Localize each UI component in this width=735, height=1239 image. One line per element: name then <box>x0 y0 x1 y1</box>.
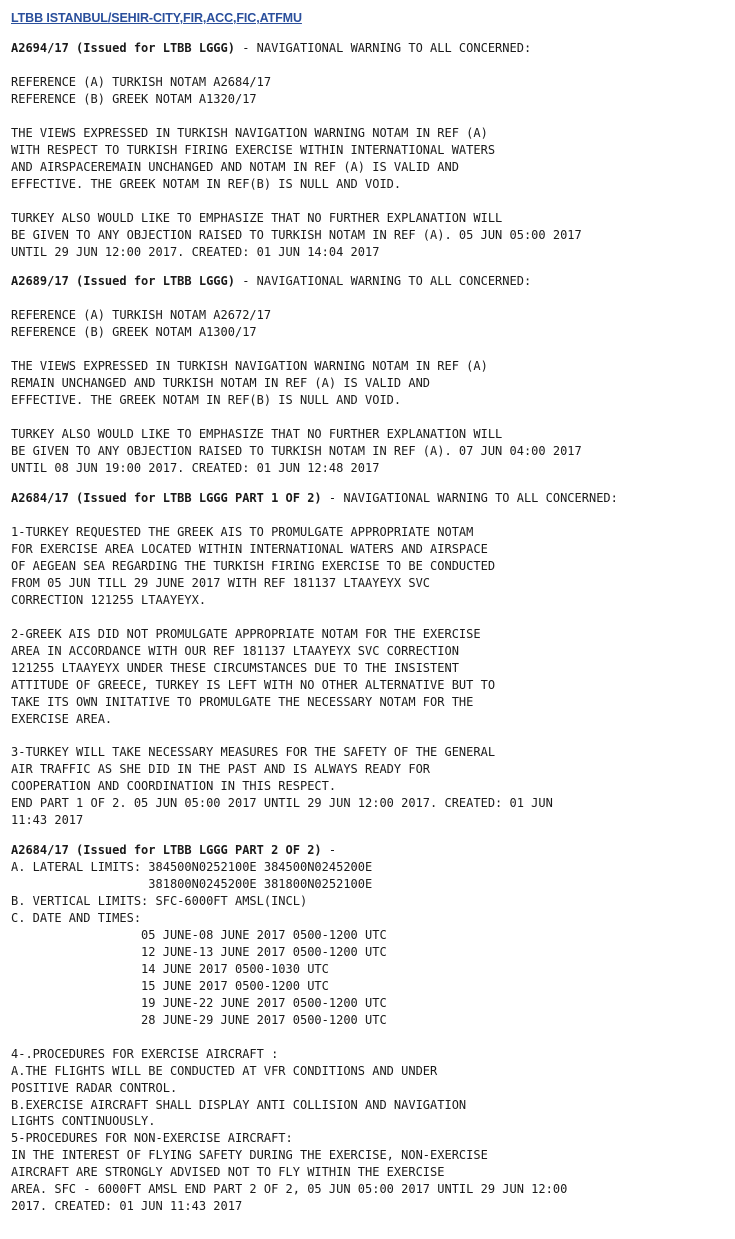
notam-title <box>11 40 735 57</box>
notam-entry-a2689 <box>11 273 735 477</box>
notam-title <box>11 842 735 859</box>
notam-entry-a2684-part2 <box>11 842 735 1215</box>
fir-header-link[interactable]: LTBB ISTANBUL/SEHIR-CITY,FIR,ACC,FIC,ATFMU <box>11 11 302 25</box>
notam-body: REFERENCE (A) TURKISH NOTAM A2684/17 REFERENCE (B) GREEK NOTAM A1320/17 THE VIEWS EXPRESSED IN TURKISH NAVIGATION WARNING NOTAM IN REF (A) WITH RESPECT TO TURKISH FIRING EXERCISE WITHIN INTERNATIONAL WATERS AND AIRSPACEREMAIN UNCHANGED AND NOTAM IN REF (A) IS VALID AND EFFECTIVE. THE GREEK NOTAM IN REF(B) IS NULL AND VOID. TURKEY ALSO WOULD LIKE TO EMPHASIZE THAT NO FURTHER EXPLANATION WILL BE GIVEN TO ANY OBJECTION RAISED TO TURKISH NOTAM IN REF (A). 05 JUN 05:00 2017 UNTIL 29 JUN 12:00 2017. CREATED: 01 JUN 14:04 2017 <box>11 75 582 259</box>
notam-subject: - <box>321 843 337 858</box>
notam-subject: - NAVIGATIONAL WARNING TO ALL CONCERNED: <box>321 491 618 506</box>
notam-entry-a2694 <box>11 40 735 260</box>
notam-subject: - NAVIGATIONAL WARNING TO ALL CONCERNED: <box>234 41 532 55</box>
notam-body: 1-TURKEY REQUESTED THE GREEK AIS TO PROMULGATE APPROPRIATE NOTAM FOR EXERCISE AREA LOCATED WITHIN INTERNATIONAL WATERS AND AIRSPACE OF AEGEAN SEA REGARDING THE TURKISH FIRING EXERCISE TO BE CONDUCTED FROM 05 JUN TILL 29 JUNE 2017 WITH REF 181137 LTAAYEYX SVC CORRECTION 121255 LTAAYEYX. 2-GREEK AIS DID NOT PROMULGATE APPROPRIATE NOTAM FOR THE EXERCISE AREA IN ACCORDANCE WITH OUR REF 181137 LTAAYEYX SVC CORRECTION 121255 LTAAYEYX UNDER THESE CIRCUMSTANCES DUE TO THE INSISTENT ATTITUDE OF GREECE, TURKEY IS LEFT WITH NO OTHER ALTERNATIVE BUT TO TAKE ITS OWN INITATIVE TO PROMULGATE THE NECESSARY NOTAM FOR THE EXERCISE AREA. 3-TURKEY WILL TAKE NECESSARY MEASURES FOR THE SAFETY OF THE GENERAL AIR TRAFFIC AS SHE DID IN THE PAST AND IS ALWAYS READY FOR COOPERATION AND COORDINATION IN THIS RESPECT. END PART 1 OF 2. 05 JUN 05:00 2017 UNTIL 29 JUN 12:00 2017. CREATED: 01 JUN 11:43 2017 <box>11 525 553 828</box>
notam-title <box>11 490 735 507</box>
notam-entry-a2684-part1 <box>11 490 735 829</box>
notam-body: REFERENCE (A) TURKISH NOTAM A2672/17 REFERENCE (B) GREEK NOTAM A1300/17 THE VIEWS EXPRESSED IN TURKISH NAVIGATION WARNING NOTAM IN REF (A) REMAIN UNCHANGED AND TURKISH NOTAM IN REF (A) IS VALID AND EFFECTIVE. THE GREEK NOTAM IN REF(B) IS NULL AND VOID. TURKEY ALSO WOULD LIKE TO EMPHASIZE THAT NO FURTHER EXPLANATION WILL BE GIVEN TO ANY OBJECTION RAISED TO TURKISH NOTAM IN REF (A). 07 JUN 04:00 2017 UNTIL 08 JUN 19:00 2017. CREATED: 01 JUN 12:48 2017 <box>11 308 582 476</box>
notam-title <box>11 273 735 290</box>
notam-subject: - NAVIGATIONAL WARNING TO ALL CONCERNED: <box>234 274 532 289</box>
notam-id: A2689/17 (Issued for LTBB LGGG) <box>11 274 235 289</box>
notam-id: A2694/17 (Issued for LTBB LGGG) <box>11 41 235 55</box>
notam-body: A. LATERAL LIMITS: 384500N0252100E 384500N0245200E 381800N0245200E 381800N0252100E B. VERTICAL LIMITS: SFC-6000FT AMSL(INCL) C. DATE AND TIMES: 05 JUNE-08 JUNE 2017 0500-1200 UTC 12 JUNE-13 JUNE 2017 0500-1200 UTC 14 JUNE 2017 0500-1030 UTC 15 JUNE 2017 0500-1200 UTC 19 JUNE-22 JUNE 2017 0500-1200 UTC 28 JUNE-29 JUNE 2017 0500-1200 UTC 4-.PROCEDURES FOR EXERCISE AIRCRAFT : A.THE FLIGHTS WILL BE CONDUCTED AT VFR CONDITIONS AND UNDER POSITIVE RADAR CONTROL. B.EXERCISE AIRCRAFT SHALL DISPLAY ANTI COLLISION AND NAVIGATION LIGHTS CONTINUOUSLY. 5-PROCEDURES FOR NON-EXERCISE AIRCRAFT: IN THE INTEREST OF FLYING SAFETY DURING THE EXERCISE, NON-EXERCISE AIRCRAFT ARE STRONGLY ADVISED NOT TO FLY WITHIN THE EXERCISE AREA. SFC - 6000FT AMSL END PART 2 OF 2, 05 JUN 05:00 2017 UNTIL 29 JUN 12:00 2017. CREATED: 01 JUN 11:43 2017 <box>11 860 568 1214</box>
notam-id: A2684/17 (Issued for LTBB LGGG PART 2 OF 2) <box>11 843 322 858</box>
notam-id: A2684/17 (Issued for LTBB LGGG PART 1 OF 2) <box>11 491 322 506</box>
